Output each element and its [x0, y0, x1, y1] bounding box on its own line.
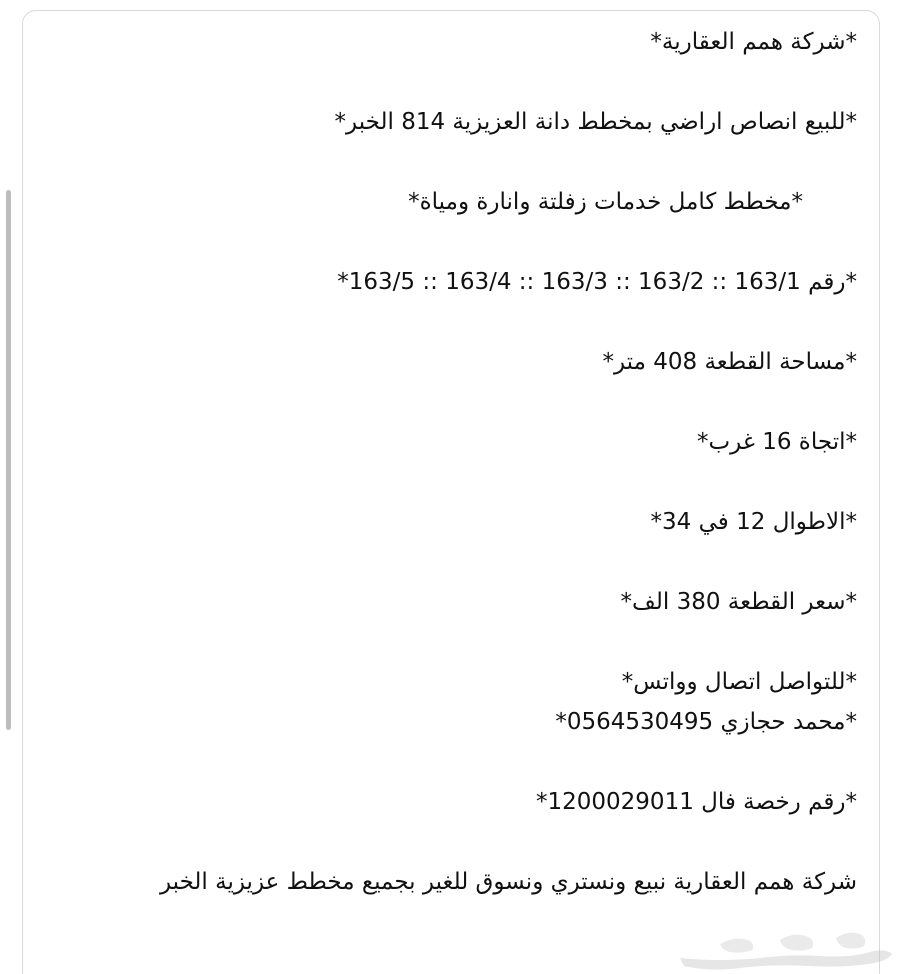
dimensions-line: *الاطوال 12 في 34* — [650, 509, 857, 535]
price-line: *سعر القطعة 380 الف* — [620, 589, 857, 615]
license-line: *رقم رخصة فال 1200029011* — [536, 789, 857, 815]
company-name-line: *شركة همم العقارية* — [650, 29, 857, 55]
plot-area-line: *مساحة القطعة 408 متر* — [602, 349, 857, 375]
scrollbar[interactable] — [6, 190, 11, 730]
plot-numbers-line: *رقم 163/1 :: 163/2 :: 163/3 :: 163/4 :: 163/5* — [337, 269, 857, 295]
post-body — [27, 22, 857, 902]
sale-headline-line: *للبيع انصاص اراضي بمخطط دانة العزيزية 814 الخبر* — [334, 109, 857, 135]
direction-line: *اتجاة 16 غرب* — [697, 429, 857, 455]
haraj-logo-watermark-icon — [660, 918, 900, 974]
services-line: *مخطط كامل خدمات زفلتة وانارة ومياة* — [408, 189, 803, 215]
contact-heading-line: *للتواصل اتصال وواتس* — [621, 669, 857, 695]
contact-phone-line[interactable]: *محمد حجازي 0564530495* — [555, 709, 857, 735]
company-description-line: شركة همم العقارية نبيع ونستري ونسوق للغير بجميع مخطط عزيزية الخبر — [159, 869, 857, 895]
